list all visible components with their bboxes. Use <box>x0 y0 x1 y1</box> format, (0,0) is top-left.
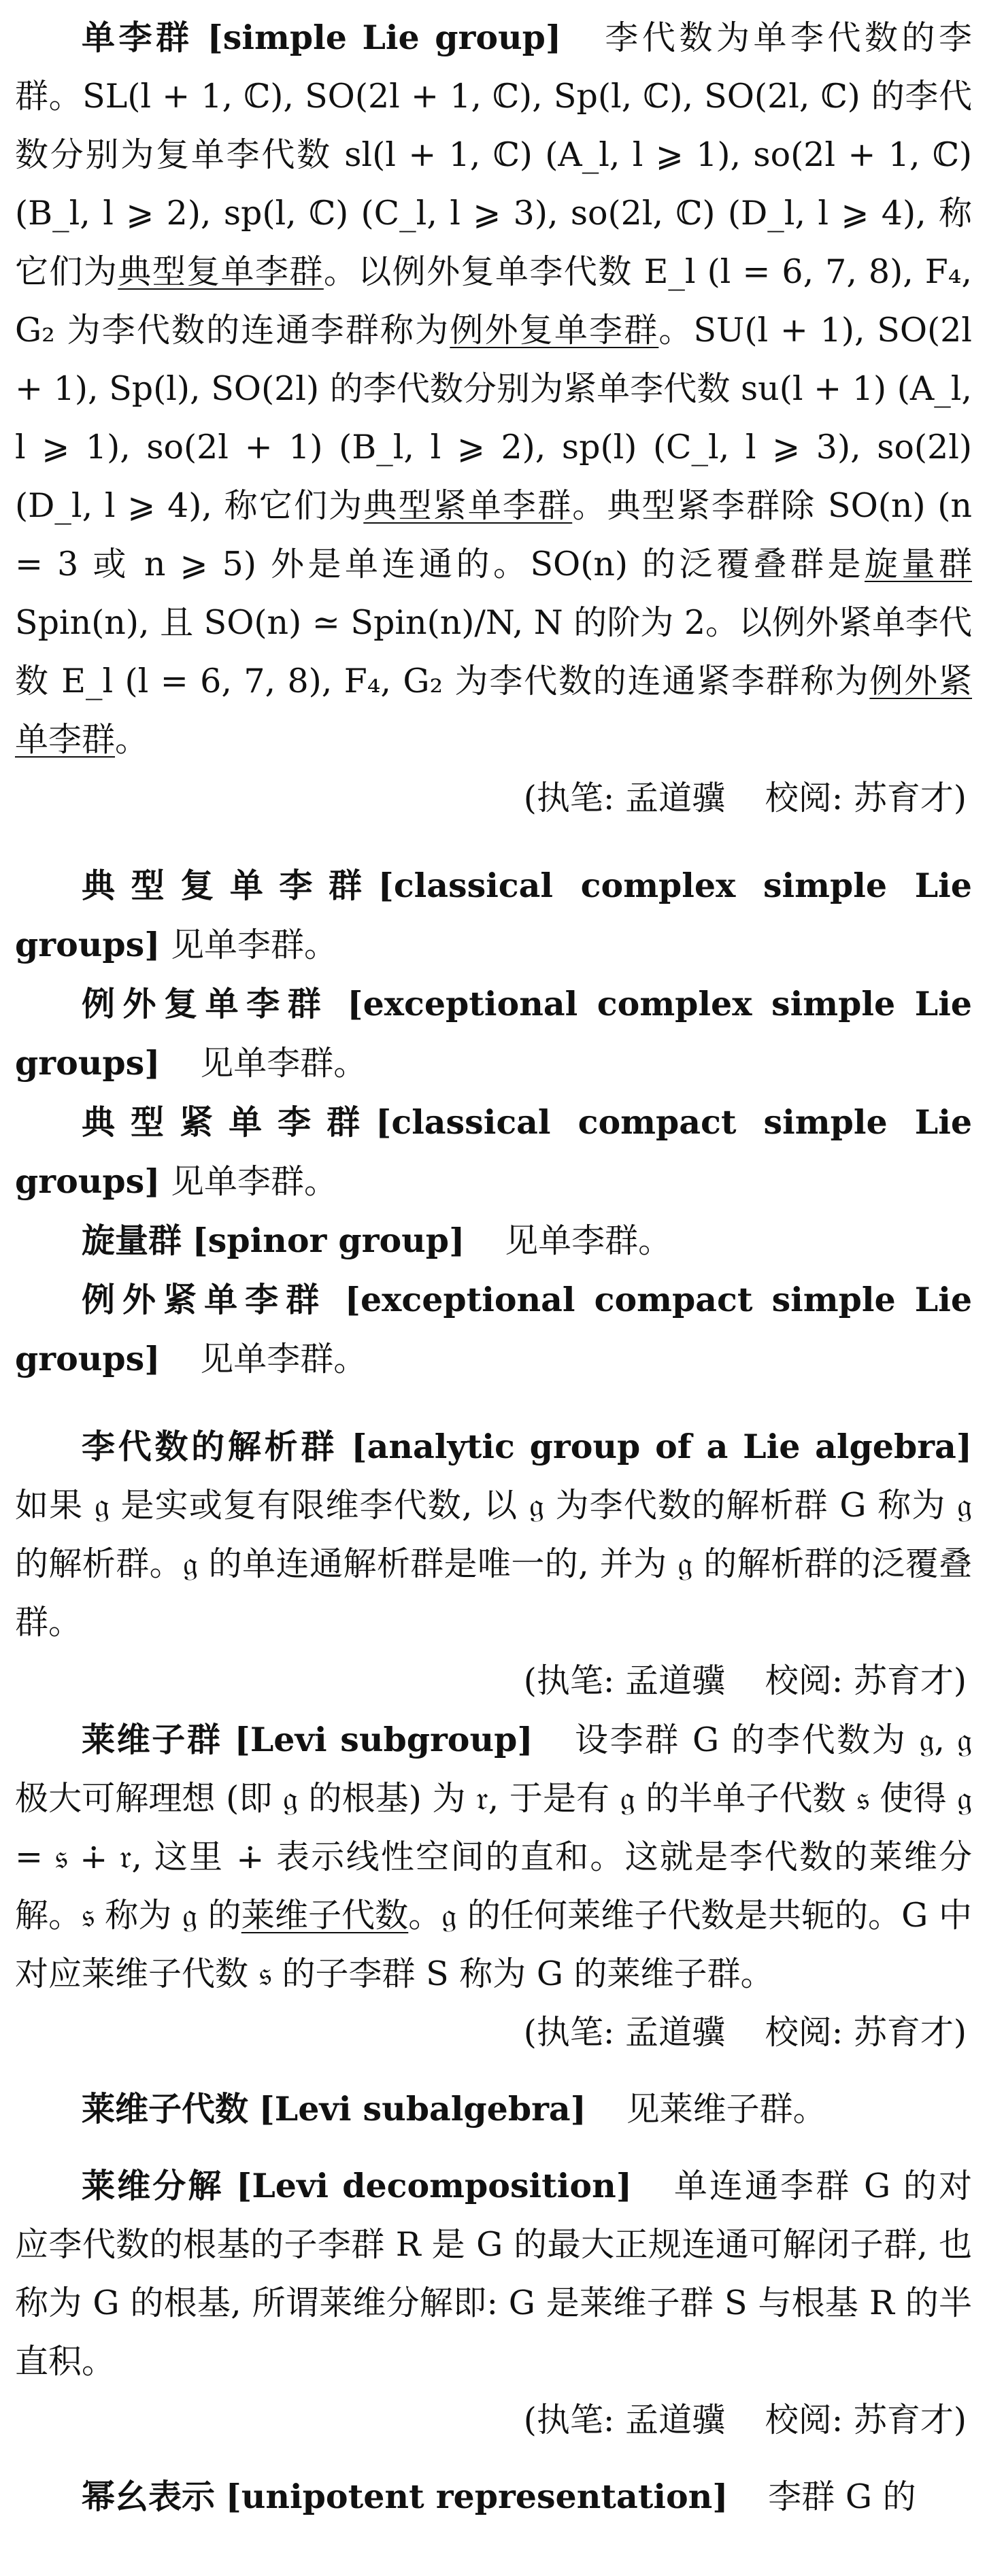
author-name: 孟道骥 <box>624 2401 725 2439</box>
cross-reference[interactable]: 见单李群。 <box>200 1340 367 1378</box>
term-link[interactable]: 典型复单李群 <box>118 252 324 291</box>
entry-spinor-group <box>15 1211 972 1270</box>
entry-title-zh: 例外复单李群 <box>82 985 329 1023</box>
entry-simple-lie-group <box>15 8 972 769</box>
entry-unipotent-representation <box>15 2467 972 2526</box>
entry-title-zh: 典型复单李群 <box>82 866 378 905</box>
term-link[interactable]: 例外复单李群 <box>450 311 659 350</box>
author-name: 孟道骥 <box>624 1661 725 1700</box>
entry-text: 如果 𝔤 是实或复有限维李代数, 以 𝔤 为李代数的解析群 G 称为 𝔤 的解析群。𝔤 的单连通解析群是唯一的, 并为 𝔤 的解析群的泛覆叠群。 <box>15 1486 972 1642</box>
entry-text: 。典型紧李群除 SO(n) (n = 3 或 n ⩾ 5) 外是单连通的。SO(n) 的泛覆叠群是 <box>15 486 972 583</box>
entry-text: 。 <box>115 720 149 759</box>
entry-title-zh: 莱维分解 <box>82 2167 224 2205</box>
credit-paren: ( <box>523 2401 537 2439</box>
entry-title-zh: 李代数的解析群 <box>82 1427 338 1466</box>
reviewer-name: 苏育才 <box>853 2013 954 2052</box>
term-link[interactable]: 典型紧单李群 <box>363 486 573 525</box>
entry-exceptional-complex <box>15 975 972 1093</box>
reviewer-label: 校阅: <box>765 2013 854 2052</box>
credit-line <box>15 2003 972 2062</box>
entry-classical-complex <box>15 856 972 975</box>
entry-text: 李代数为单李代数的李群。SL(l + 1, ℂ), SO(2l + 1, ℂ), Sp(l, ℂ), SO(2l, ℂ) 的李代数分别为复单李代数 sl(l + 1, ℂ) (A_l, l ⩾ 1), so(2l + 1, ℂ) (B_l, l ⩾ 2), sp(l, ℂ) (C_l, l ⩾ 3), so(2l, ℂ) (D_l, l ⩾ 4), 称它们为 <box>15 18 972 291</box>
entry-title-en: [Levi subgroup] <box>234 1720 533 1759</box>
entry-text: 。以例外复单李代数 E_l (l = 6, 7, 8), F₄, G₂ 为李代数的连通李群称为 <box>15 252 972 350</box>
entry-levi-decomposition <box>15 2156 972 2391</box>
entry-title-en: [Levi subalgebra] <box>258 2089 586 2129</box>
entry-title-zh: 单李群 <box>82 18 193 57</box>
reviewer-name: 苏育才 <box>853 1661 954 1700</box>
credit-paren: ) <box>953 2013 967 2052</box>
reviewer-name: 苏育才 <box>853 2401 954 2439</box>
author-name: 孟道骥 <box>624 779 725 817</box>
entry-title-en: [analytic group of a Lie algebra] <box>351 1427 972 1466</box>
cross-reference[interactable]: 见莱维子群。 <box>626 2090 826 2129</box>
entry-title-zh: 莱维子群 <box>82 1721 222 1759</box>
credit-paren: ) <box>953 1661 967 1700</box>
credit-line <box>15 1652 972 1710</box>
credit-line <box>15 2391 972 2450</box>
entry-title-zh: 旋量群 <box>82 1221 182 1260</box>
entry-text: 单连通李群 G 的对应李代数的根基的子李群 R 是 G 的最大正规连通可解闭子群, 也称为 G 的根基, 所谓莱维分解即: G 是莱维子群 S 与根基 R 的半直积。 <box>15 2167 972 2381</box>
entry-title-zh: 莱维子代数 <box>82 2090 249 2129</box>
author-label: 执笔: <box>536 779 625 817</box>
entry-title-zh: 幂幺表示 <box>82 2477 216 2516</box>
entry-exceptional-compact <box>15 1270 972 1389</box>
entry-title-en: [spinor group] <box>192 1221 465 1260</box>
cross-reference[interactable]: 见单李群。 <box>171 926 338 964</box>
credit-line <box>15 769 972 828</box>
entry-title-en: [Levi decomposition] <box>236 2166 632 2205</box>
entry-title-zh: 例外紧单李群 <box>82 1281 327 1319</box>
entry-text: Spin(n), 且 SO(n) ≃ Spin(n)/N, N 的阶为 2。以例外紧单李代数 E_l (l = 6, 7, 8), F₄, G₂ 为李代数的连通紧李群称为 <box>15 603 972 700</box>
reviewer-name: 苏育才 <box>853 779 954 817</box>
author-label: 执笔: <box>536 2013 625 2052</box>
credit-paren: ( <box>523 2013 537 2052</box>
author-label: 执笔: <box>536 1661 625 1700</box>
entry-title-en: [classical compact simple Lie groups] <box>15 1102 972 1201</box>
term-link[interactable]: 旋量群 <box>865 545 972 583</box>
author-name: 孟道骥 <box>624 2013 725 2052</box>
entry-title-en: [unipotent representation] <box>225 2477 729 2516</box>
cross-reference[interactable]: 见单李群。 <box>200 1044 367 1083</box>
entry-text: 。𝔤 的任何莱维子代数是共轭的。G 中对应莱维子代数 𝔰 的子李群 S 称为 G 的莱维子群。 <box>15 1896 972 1993</box>
author-label: 执笔: <box>536 2401 625 2439</box>
entry-levi-subalgebra <box>15 2080 972 2139</box>
reviewer-label: 校阅: <box>765 1661 854 1700</box>
credit-paren: ( <box>523 779 537 817</box>
entry-title-en: [exceptional complex simple Lie groups] <box>15 984 972 1083</box>
entry-title-en: [exceptional compact simple Lie groups] <box>15 1280 972 1378</box>
entry-text: 设李群 G 的李代数为 𝔤, 𝔤 极大可解理想 (即 𝔤 的根基) 为 𝔯, 于是有 𝔤 的半单子代数 𝔰 使得 𝔤 = 𝔰 ∔ 𝔯, 这里 ∔ 表示线性空间的直和。这就是李代数的莱维分解。𝔰 称为 𝔤 的 <box>15 1721 972 1935</box>
entry-analytic-group <box>15 1417 972 1652</box>
entry-levi-subgroup <box>15 1710 972 2003</box>
term-link[interactable]: 莱维子代数 <box>241 1896 409 1935</box>
entry-title-en: [classical complex simple Lie groups] <box>15 866 972 964</box>
reviewer-label: 校阅: <box>765 779 854 817</box>
entry-title-zh: 典型紧单李群 <box>82 1103 376 1142</box>
credit-paren: ) <box>953 779 967 817</box>
cross-reference[interactable]: 见单李群。 <box>171 1162 338 1201</box>
reviewer-label: 校阅: <box>765 2401 854 2439</box>
credit-paren: ( <box>523 1661 537 1700</box>
entry-title-en: [simple Lie group] <box>207 18 562 57</box>
cross-reference[interactable]: 见单李群。 <box>505 1221 672 1260</box>
entry-text: 李群 G 的 <box>768 2477 916 2516</box>
entry-text: 。SU(l + 1), SO(2l + 1), Sp(l), SO(2l) 的李代数分别为紧单李代数 su(l + 1) (A_l, l ⩾ 1), so(2l + 1) (B_l, l ⩾ 2), sp(l) (C_l, l ⩾ 3), so(2l) (D_l, l ⩾ 4), 称它们为 <box>15 311 972 525</box>
entry-classical-compact <box>15 1093 972 1211</box>
credit-paren: ) <box>953 2401 967 2439</box>
term-link[interactable]: 例外紧单李群 <box>15 662 972 759</box>
